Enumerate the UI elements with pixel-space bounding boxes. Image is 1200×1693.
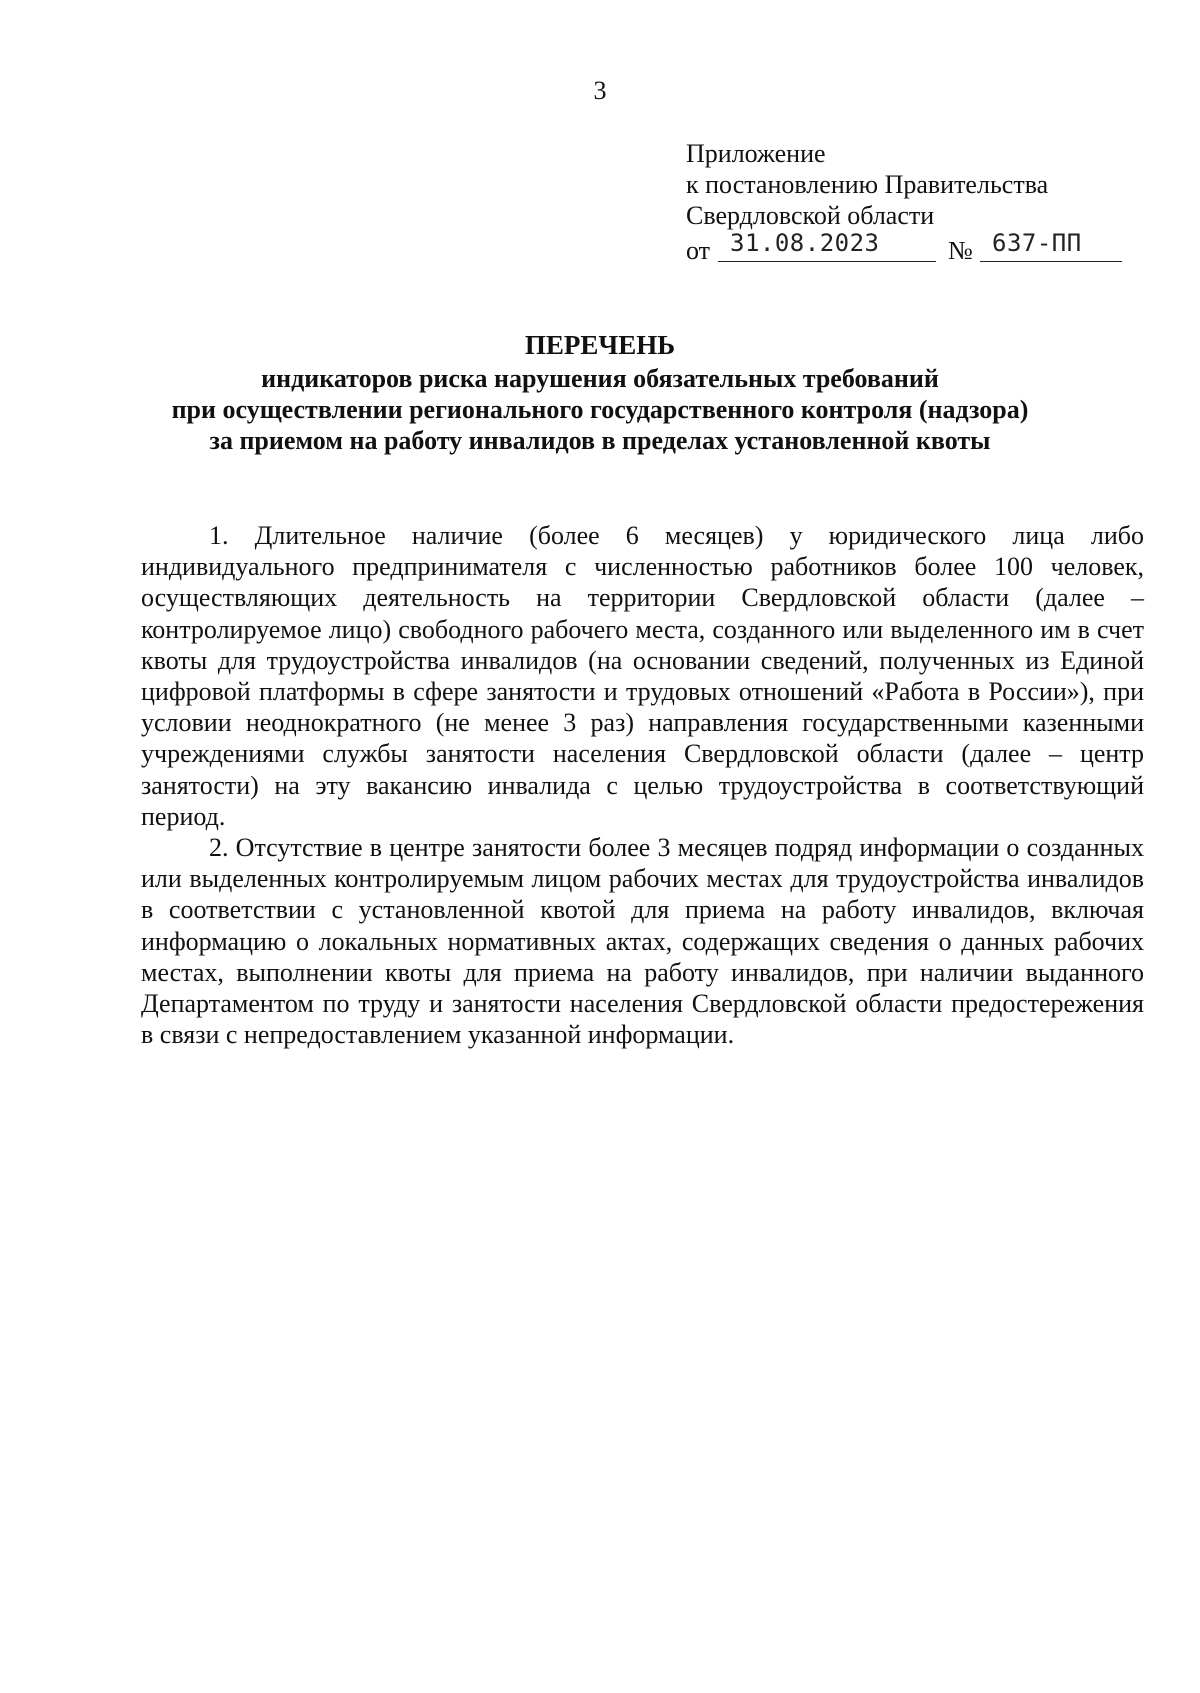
date-label: от bbox=[686, 236, 711, 265]
title-heading: ПЕРЕЧЕНЬ bbox=[524, 330, 676, 360]
title-line-2: при осуществлении регионального государственного контроля (надзора) bbox=[171, 395, 1029, 424]
appendix-date-number-line bbox=[686, 231, 1166, 265]
paragraph-1: 1. Длительное наличие (более 6 месяцев) у юридического лица либо индивидуального предпринимателя с численностью работников более 100 человек, осуществляющих деятельность на территории Свердловской области (далее – контролируемое лицо) свободного рабочего места, созданного или выделенного им в счет квоты для трудоустройства инвалидов (на основании сведений, полученных из Единой цифровой платформы в сфере занятости и трудовых отношений «Работа в России»), при условии неоднократного (не менее 3 раз) направления государственными казенными учреждениями службы занятости населения Свердловской области (далее – центр занятости) на эту вакансию инвалида с целью трудоустройства в соответствующий период. bbox=[141, 521, 1144, 831]
number-label: № bbox=[948, 236, 973, 265]
appendix-title: Приложение bbox=[686, 139, 826, 168]
document-body bbox=[141, 520, 1144, 1050]
page-number: 3 bbox=[593, 76, 607, 105]
document-title bbox=[0, 330, 1200, 456]
paragraph-2: 2. Отсутствие в центре занятости более 3 месяцев подряд информации о созданных или выделенных контролируемым лицом рабочих местах для трудоустройства инвалидов в соответствии с установленной квотой для приема на работу инвалидов, включая информацию о локальных нормативных актах, содержащих сведения о данных рабочих местах, выполнении квоты для приема на работу инвалидов, при наличии выданного Департаментом по труду и занятости населения Свердловской области предостережения в связи с непредоставлением указанной информации. bbox=[141, 833, 1144, 1050]
number-value: 637-ПП bbox=[992, 229, 1082, 257]
title-line-1: индикаторов риска нарушения обязательных требований bbox=[261, 364, 939, 393]
appendix-reference: к постановлению Правительства bbox=[686, 170, 1049, 199]
title-line-3: за приемом на работу инвалидов в пределах установленной квоты bbox=[209, 426, 991, 455]
appendix-block bbox=[686, 138, 1166, 265]
appendix-region: Свердловской области bbox=[686, 201, 935, 230]
date-value: 31.08.2023 bbox=[730, 229, 880, 257]
